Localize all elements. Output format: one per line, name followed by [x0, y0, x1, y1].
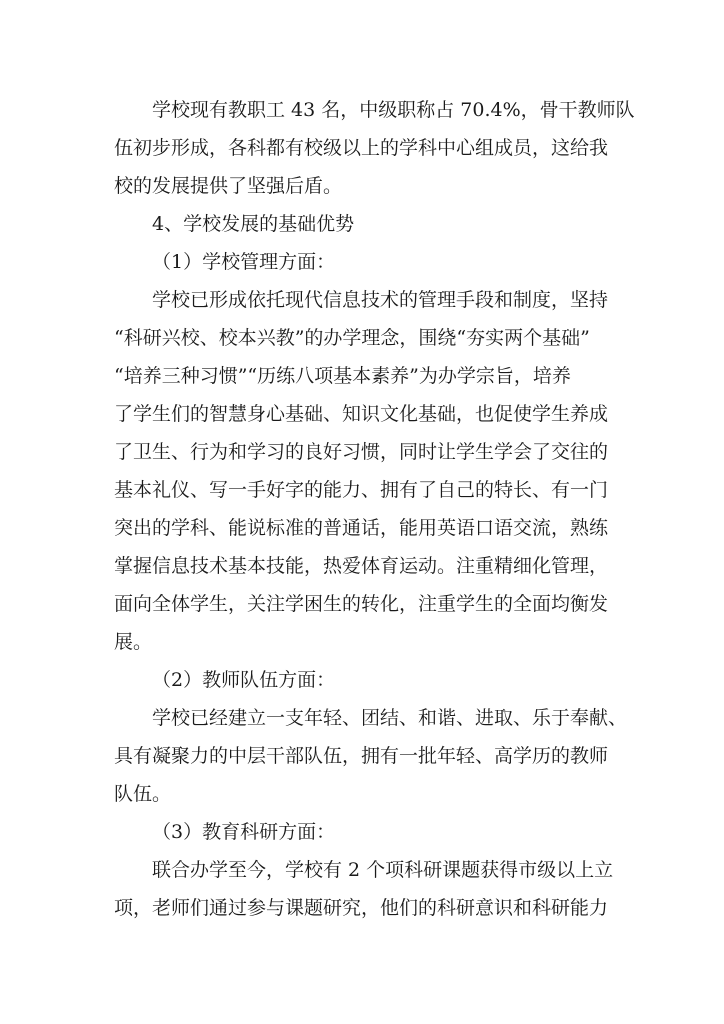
subsection-heading: （1）学校管理方面： [152, 251, 336, 273]
paragraph-line: “培养三种习惯”“历练八项基本素养”为办学宗旨，培养 [114, 365, 571, 387]
paragraph-line: 学校现有教职工 43 名，中级职称占 70.4%，骨干教师队 [152, 99, 635, 121]
paragraph-line: 了学生们的智慧身心基础、知识文化基础，也促使学生养成 [114, 403, 609, 425]
paragraph-line: 面向全体学生，关注学困生的转化，注重学生的全面均衡发 [114, 593, 609, 615]
paragraph-line: 基本礼仪、写一手好字的能力、拥有了自己的特长、有一门 [114, 479, 609, 501]
paragraph-line: 展。 [114, 631, 153, 653]
paragraph-line: 校的发展提供了坚强后盾。 [114, 175, 343, 197]
paragraph-line: 伍初步形成，各科都有校级以上的学科中心组成员，这给我 [114, 137, 609, 159]
paragraph-line: “科研兴校、校本兴教”的办学理念，围绕“夯实两个基础” [114, 327, 590, 349]
paragraph-line: 联合办学至今，学校有 2 个项科研课题获得市级以上立 [152, 859, 614, 881]
paragraph-line: 队伍。 [114, 783, 172, 805]
paragraph-line: 突出的学科、能说标准的普通话，能用英语口语交流，熟练 [114, 517, 609, 539]
paragraph-line: 学校已经建立一支年轻、团结、和谐、进取、乐于奉献、 [152, 707, 628, 729]
paragraph-line: 项，老师们通过参与课题研究，他们的科研意识和科研能力 [114, 897, 609, 919]
paragraph-line: 具有凝聚力的中层干部队伍，拥有一批年轻、高学历的教师 [114, 745, 609, 767]
section-heading: 4、学校发展的基础优势 [152, 213, 355, 235]
paragraph-line: 了卫生、行为和学习的良好习惯，同时让学生学会了交往的 [114, 441, 609, 463]
paragraph-line: 学校已形成依托现代信息技术的管理手段和制度，坚持 [152, 289, 609, 311]
subsection-heading: （2）教师队伍方面： [152, 669, 336, 691]
paragraph-line: 掌握信息技术基本技能，热爱体育运动。注重精细化管理， [114, 555, 609, 577]
subsection-heading: （3）教育科研方面： [152, 821, 336, 843]
